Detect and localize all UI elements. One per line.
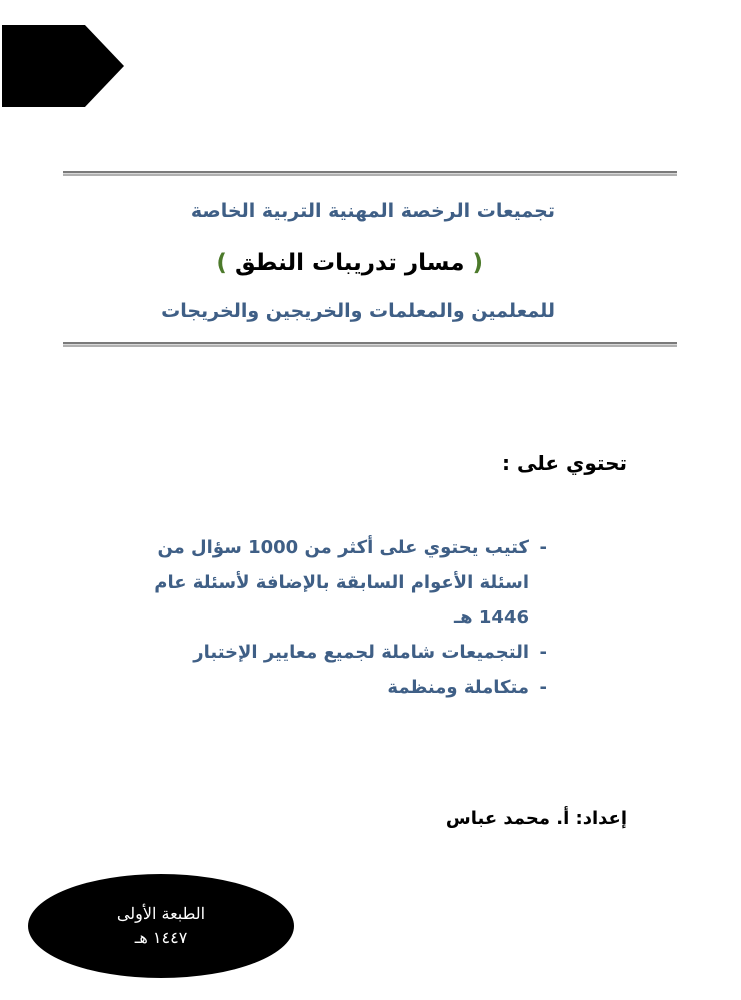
- edition-label: الطبعة الأولى: [116, 904, 206, 923]
- list-item: [149, 530, 547, 635]
- bullet-dash: -: [539, 642, 547, 663]
- feature-text: التجميعات شاملة لجميع معايير الإختبار: [193, 642, 529, 663]
- contents-heading: تحتوي على :: [502, 451, 627, 475]
- edition-year: ١٤٤٧ هـ: [134, 928, 188, 947]
- track-paren-open: (: [472, 250, 483, 276]
- top-divider: [63, 171, 677, 176]
- audience-line: للمعلمين والمعلمات والخريجين والخريجات: [161, 300, 555, 322]
- track-name: مسار تدريبات النطق: [234, 250, 465, 276]
- bullet-dash: -: [539, 537, 547, 558]
- corner-arrow-shape: [2, 25, 124, 107]
- list-item: [149, 670, 547, 705]
- bottom-divider: [63, 342, 677, 347]
- list-item: [149, 635, 547, 670]
- feature-text: كتيب يحتوي على أكثر من 1000 سؤال من اسئلة الأعوام السابقة بالإضافة لأسئلة عام 1446 هـ: [154, 537, 529, 628]
- track-title: [216, 250, 483, 276]
- author-credit: إعداد: أ. محمد عباس: [445, 808, 627, 829]
- bullet-dash: -: [539, 677, 547, 698]
- features-list: [149, 530, 547, 705]
- feature-text: متكاملة ومنظمة: [387, 677, 529, 698]
- cover-title: تجميعات الرخصة المهنية التربية الخاصة: [190, 200, 555, 222]
- edition-badge: [28, 874, 294, 978]
- track-paren-close: ): [216, 250, 227, 276]
